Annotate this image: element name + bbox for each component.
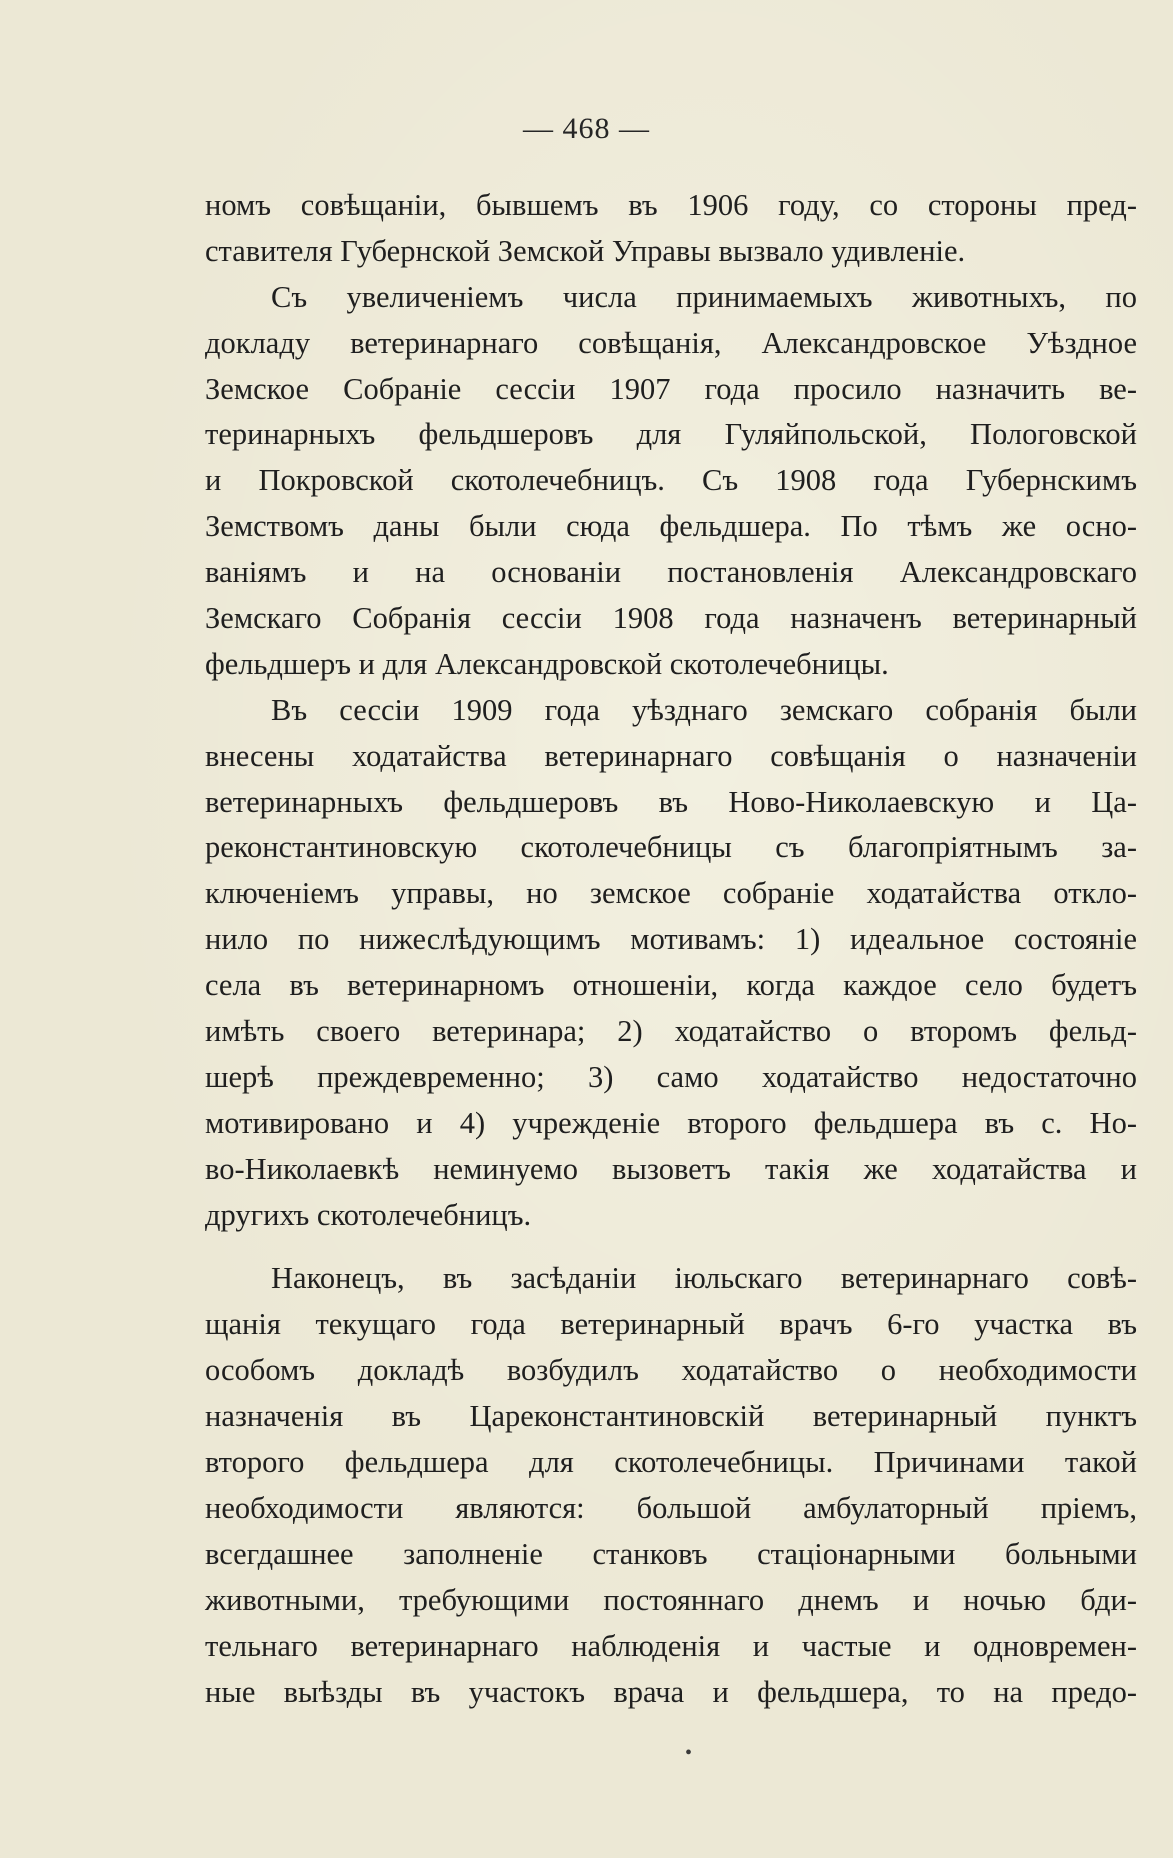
text-line: нило по нижеслѣдующимъ мотивамъ: 1) идеальное состояніе [205,922,1137,957]
text-line: Земскаго Собранія сессіи 1908 года назначенъ ветеринарный [205,601,1137,636]
text-line: номъ совѣщаніи, бывшемъ въ 1906 году, со стороны пред- [205,188,1137,222]
text-line: другихъ скотолечебницъ. [205,1197,532,1232]
text-line: всегдашнее заполненіе станковъ стаціонарными больными [205,1536,1137,1571]
text-line: ветеринарныхъ фельдшеровъ въ Ново-Николаевскую и Ца- [205,784,1137,819]
text-line: Земское Собраніе сессіи 1907 года просило назначить ве- [205,371,1137,406]
text-line: мотивировано и 4) учрежденіе второго фельдшера въ с. Но- [205,1105,1137,1140]
text-line: ные выѣзды въ участокъ врача и фельдшера, то на предо- [205,1674,1137,1709]
text-line: шерѣ преждевременно; 3) само ходатайство недостаточно [205,1059,1137,1094]
text-line: Въ сессіи 1909 года уѣзднаго земскаго собранія были [271,692,1137,727]
text-line: Наконецъ, въ засѣданіи іюльскаго ветеринарнаго совѣ- [271,1261,1137,1296]
text-line: докладу ветеринарнаго совѣщанія, Александровское Уѣздное [205,325,1137,360]
text-line: внесены ходатайства ветеринарнаго совѣщанія о назначеніи [205,738,1137,773]
text-line: ваніямъ и на основаніи постановленія Александровскаго [205,555,1137,590]
text-line: села въ ветеринарномъ отношеніи, когда каждое село будетъ [205,968,1137,1003]
ink-speck: • [685,1742,693,1764]
text-line: теринарныхъ фельдшеровъ для Гуляйпольской, Пологовской [205,417,1137,452]
text-line: и Покровской скотолечебницъ. Съ 1908 года Губернскимъ [205,463,1137,498]
page-number: — 468 — [523,112,650,145]
text-line: назначенія въ Цареконстантиновскій ветеринарный пунктъ [205,1399,1137,1434]
text-line: особомъ докладѣ возбудилъ ходатайство о необходимости [205,1353,1137,1388]
text-line: животными, требующими постояннаго днемъ и ночью бди- [205,1582,1137,1617]
text-line: реконстантиновскую скотолечебницы съ благопріятнымъ за- [205,830,1137,865]
text-line: ключеніемъ управы, но земское собраніе ходатайства откло- [205,876,1137,911]
text-line: ставителя Губернской Земской Управы вызвало удивленіе. [205,233,966,268]
text-line: во-Николаевкѣ неминуемо вызоветъ такія же ходатайства и [205,1151,1137,1186]
text-line: имѣть своего ветеринара; 2) ходатайство о второмъ фельд- [205,1014,1137,1049]
text-line: Земствомъ даны были сюда фельдшера. По тѣмъ же осно- [205,509,1137,544]
body-text [205,183,1137,1715]
text-line: щанія текущаго года ветеринарный врачъ 6-го участка въ [205,1307,1137,1342]
text-line: второго фельдшера для скотолечебницы. Причинами такой [205,1445,1137,1480]
text-line: тельнаго ветеринарнаго наблюденія и частые и одновремен- [205,1628,1137,1663]
text-line: необходимости являются: большой амбулаторный пріемъ, [205,1490,1137,1525]
text-line: фельдшеръ и для Александровской скотолечебницы. [205,646,889,681]
text-line: Съ увеличеніемъ числа принимаемыхъ животныхъ, по [271,279,1137,314]
